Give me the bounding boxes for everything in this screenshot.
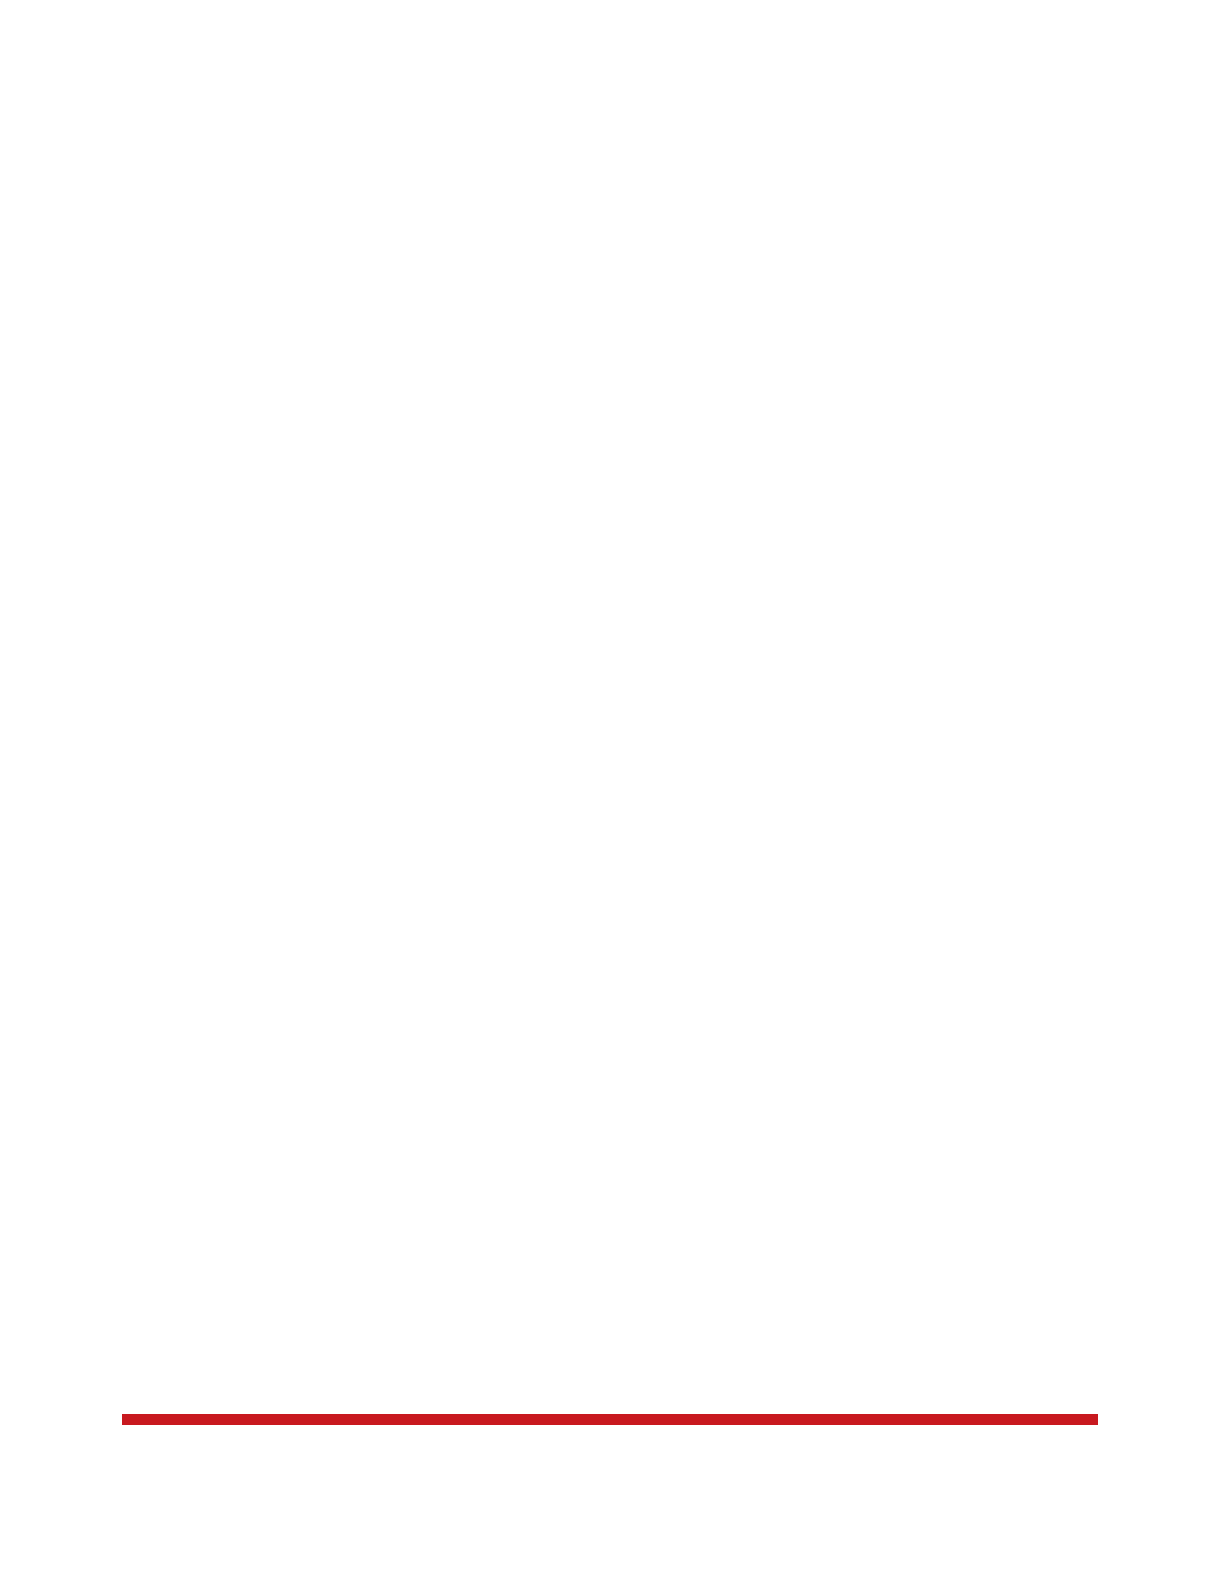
footer-accent-bar [122,1414,1098,1425]
